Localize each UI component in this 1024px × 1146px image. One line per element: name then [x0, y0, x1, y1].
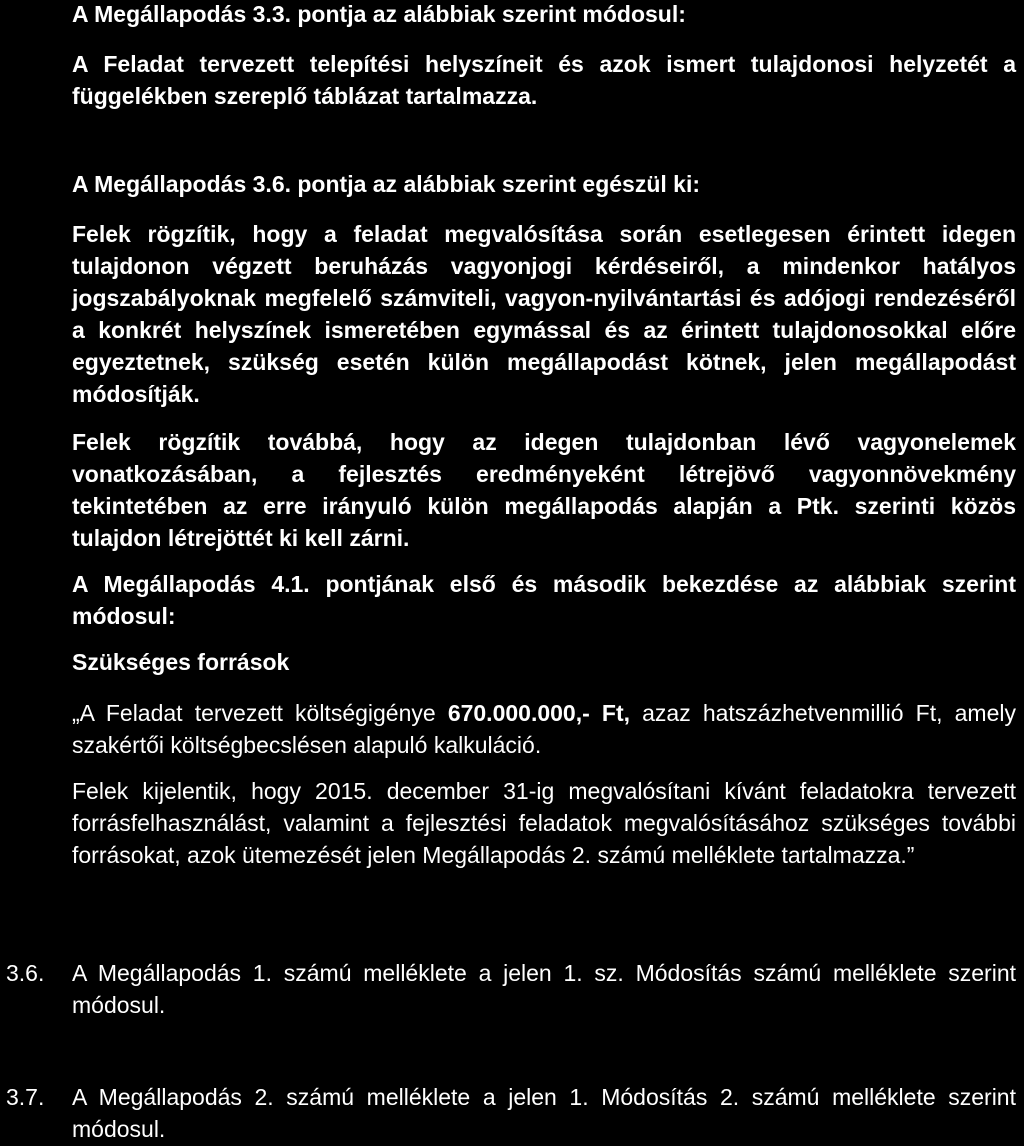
paragraph-felek-kijelentik: Felek kijelentik, hogy 2015. december 31-ig megvalósítani kívánt feladatokra tervezett forrásfelhasználást, valamint a fejlesztési feladatok megvalósításához szükséges további forrásokat, azok ütemezését jelen Megállapodás 2. számú melléklete tartalmazza.” [72, 778, 1016, 868]
item-text-3-6: A Megállapodás 1. számú melléklete a jelen 1. sz. Módosítás számú melléklete szerint módosul. [72, 960, 1016, 1018]
subheading-szukseges-forrasok: Szükséges források [72, 649, 290, 675]
paragraph-3-6-second: Felek rögzítik továbbá, hogy az idegen tulajdonban lévő vagyonelemek vonatkozásában, a fejlesztés eredményeként létrejövő vagyonnövekmény tekintetében az erre irányuló külön megállapodás alapján a Ptk. szerinti közös tulajdon létrejöttét ki kell zárni. [72, 429, 1016, 551]
section-heading-3-3: A Megállapodás 3.3. pontja az alábbiak szerint módosul: [72, 1, 686, 27]
cost-amount: 670.000.000,- Ft, [447, 700, 630, 726]
paragraph-koltsegigeny-pre: „A Feladat tervezett költségigénye [72, 700, 448, 726]
paragraph-3-6-first: Felek rögzítik, hogy a feladat megvalósítása során esetlegesen érintett idegen tulajdonon végzett beruházás vagyonjogi kérdéseiről, a mindenkor hatályos jogszabályoknak megfelelő számviteli, vagyon-nyilvántartási és adójogi rendezéséről a konkrét helyszínek ismeretében egymással és az érintett tulajdonosokkal előre egyeztetnek, szükség esetén külön megállapodást kötnek, jelen megállapodást módosítják. [72, 221, 1016, 407]
section-heading-3-6: A Megállapodás 3.6. pontja az alábbiak szerint egészül ki: [72, 171, 700, 197]
item-number-3-7: 3.7. [6, 1084, 45, 1110]
item-text-3-7: A Megállapodás 2. számú melléklete a jelen 1. Módosítás 2. számú melléklete szerint módosul. [72, 1084, 1016, 1142]
item-number-3-6: 3.6. [6, 960, 45, 986]
paragraph-3-3: A Feladat tervezett telepítési helyszíneit és azok ismert tulajdonosi helyzetét a függelékben szereplő táblázat tartalmazza. [72, 51, 1016, 109]
paragraph-koltsegigeny [72, 697, 1016, 761]
section-heading-4-1: A Megállapodás 4.1. pontjának első és második bekezdése az alábbiak szerint módosul: [72, 571, 1016, 629]
paragraph-koltsegigeny-post: azaz hatszázhetvenmillió Ft, amely szakértői költségbecslésen alapuló kalkuláció. [72, 700, 1016, 758]
